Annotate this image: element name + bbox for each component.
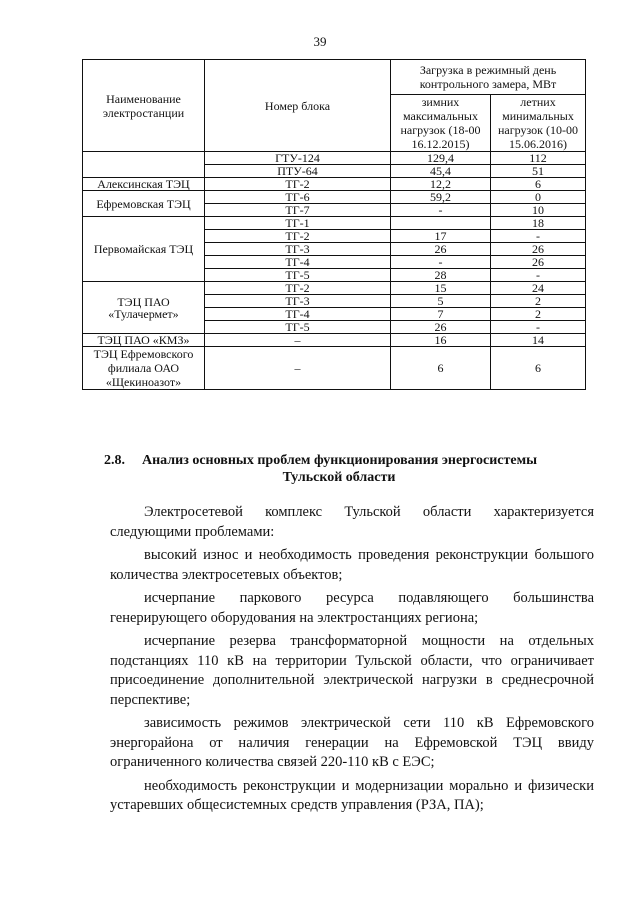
cell-summer: 0: [491, 191, 586, 204]
paragraph-problem-dependency: зависимость режимов электрической сети 110 кВ Ефремовского энергорайона от наличия генерации на Ефремовской ТЭЦ ввиду ограниченного количества связей 220-110 кВ с ЕЭС;: [110, 715, 594, 770]
cell-block: ТГ-7: [205, 204, 391, 217]
cell-summer: -: [491, 230, 586, 243]
cell-winter: 129,4: [391, 152, 491, 165]
header-winter: зимних максимальных нагрузок (18-00 16.12.2015): [391, 95, 491, 152]
cell-block: ТГ-4: [205, 256, 391, 269]
cell-block: ТГ-2: [205, 178, 391, 191]
section-title-line1: Анализ основных проблем функционирования энергосистемы: [142, 453, 538, 468]
cell-summer: 2: [491, 295, 586, 308]
cell-winter: [391, 217, 491, 230]
paragraph-problem-control: необходимость реконструкции и модернизации морально и физически устаревших общесистемных средств управления (РЗА, ПА);: [110, 777, 594, 813]
cell-block: ТГ-5: [205, 321, 391, 334]
cell-summer: 6: [491, 347, 586, 390]
header-block: Номер блока: [205, 60, 391, 152]
paragraph-problem-wear: высокий износ и необходимость проведения реконструкции большого количества электросетевых объектов;: [110, 547, 594, 583]
cell-winter: -: [391, 204, 491, 217]
cell-summer: 14: [491, 334, 586, 347]
cell-block: ГТУ-124: [205, 152, 391, 165]
cell-summer: 10: [491, 204, 586, 217]
table-row: [83, 217, 586, 230]
section-number: 2.8.: [104, 453, 125, 468]
cell-block: ТГ-6: [205, 191, 391, 204]
table-row: [83, 178, 586, 191]
table-row: [83, 334, 586, 347]
cell-winter: 17: [391, 230, 491, 243]
paragraph-problem-resource: исчерпание паркового ресурса подавляющего большинства генерирующего оборудования на электростанциях региона;: [110, 590, 594, 626]
cell-summer: 112: [491, 152, 586, 165]
cell-station: ТЭЦ ПАО «КМЗ»: [83, 334, 205, 347]
body-text: [110, 503, 594, 816]
cell-winter: 12,2: [391, 178, 491, 191]
section-title-line2: Тульской области: [282, 470, 396, 485]
cell-block: ПТУ-64: [205, 165, 391, 178]
cell-block: ТГ-5: [205, 269, 391, 282]
cell-winter: 45,4: [391, 165, 491, 178]
cell-station: Первомайская ТЭЦ: [83, 217, 205, 282]
cell-winter: 7: [391, 308, 491, 321]
cell-winter: 28: [391, 269, 491, 282]
cell-block: –: [205, 334, 391, 347]
cell-block: ТГ-3: [205, 295, 391, 308]
cell-winter: 15: [391, 282, 491, 295]
cell-station: Алексинская ТЭЦ: [83, 178, 205, 191]
cell-summer: -: [491, 321, 586, 334]
cell-winter: -: [391, 256, 491, 269]
cell-winter: 5: [391, 295, 491, 308]
cell-winter: 16: [391, 334, 491, 347]
cell-block: –: [205, 347, 391, 390]
cell-summer: 26: [491, 243, 586, 256]
cell-block: ТГ-4: [205, 308, 391, 321]
table-row: [83, 191, 586, 204]
cell-summer: 24: [491, 282, 586, 295]
cell-station: Ефремовская ТЭЦ: [83, 191, 205, 217]
cell-station: ТЭЦ Ефремовского филиала ОАО «Щекиноазот»: [83, 347, 205, 390]
cell-winter: 6: [391, 347, 491, 390]
paragraph-problem-transformer: исчерпание резерва трансформаторной мощности на отдельных подстанциях 110 кВ на территории Тульской области, что ограничивает присоединение дополнительной электрической нагрузки в среднесрочной перспективе;: [110, 633, 594, 708]
cell-summer: 18: [491, 217, 586, 230]
cell-block: ТГ-2: [205, 230, 391, 243]
table-header-row: [83, 60, 586, 95]
cell-block: ТГ-1: [205, 217, 391, 230]
cell-summer: 6: [491, 178, 586, 191]
paragraph-intro: Электросетевой комплекс Тульской области характеризуется следующими проблемами:: [110, 504, 594, 540]
cell-winter: 26: [391, 243, 491, 256]
cell-block: ТГ-2: [205, 282, 391, 295]
cell-winter: 59,2: [391, 191, 491, 204]
power-stations-table: [82, 59, 586, 390]
cell-winter: 26: [391, 321, 491, 334]
table-row: [83, 347, 586, 390]
table-row: [83, 282, 586, 295]
cell-station-empty: [83, 152, 205, 178]
header-load: Загрузка в режимный день контрольного замера, МВт: [391, 60, 586, 95]
cell-summer: 26: [491, 256, 586, 269]
cell-summer: 51: [491, 165, 586, 178]
header-summer: летних минимальных нагрузок (10-00 15.06.2016): [491, 95, 586, 152]
cell-summer: 2: [491, 308, 586, 321]
cell-block: ТГ-3: [205, 243, 391, 256]
page-number: 39: [313, 34, 327, 49]
table-row: [83, 152, 586, 165]
cell-station: ТЭЦ ПАО «Тулачермет»: [83, 282, 205, 334]
cell-summer: -: [491, 269, 586, 282]
header-station: Наименование электростанции: [83, 60, 205, 152]
